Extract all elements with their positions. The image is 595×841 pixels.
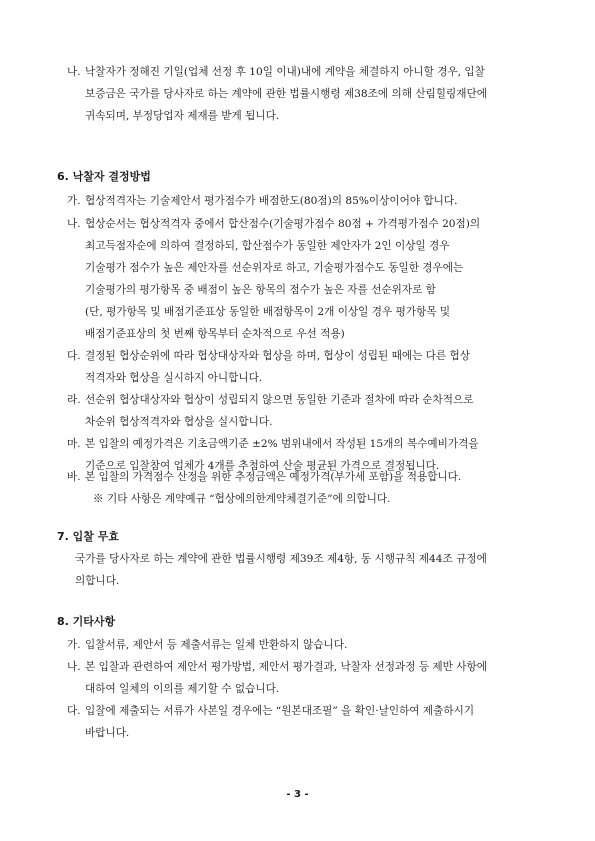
item-line: 적격자와 협상을 실시하지 아니합니다. [85, 372, 263, 384]
item-label: 라. [67, 394, 81, 406]
item-line: 결정된 협상순위에 따라 협상대상자와 협상을 하며, 협상이 성립된 때에는 다른 협상 [85, 350, 470, 362]
section-8-item-ga [67, 634, 547, 656]
intro-line-1: 낙찰자가 정해진 기일(업체 선정 후 10일 이내)내에 계약을 체결하지 아니할 경우, 입찰 [85, 66, 485, 78]
section-6-note: ※ 기타 사항은 계약예규 “협상에의한계약체결기준”에 의합니다. [93, 493, 391, 505]
item-line: 본 입찰의 가격점수 산정을 위한 추정금액은 예정가격(부가세 포함)을 적용합니다. [85, 471, 462, 483]
section-6-item-ra [67, 389, 547, 433]
item-line: 대하여 일체의 이의를 제기할 수 없습니다. [85, 683, 280, 695]
item-line: 기술평가 점수가 높은 제안자를 선순위자로 하고, 기술평가점수도 동일한 경우에는 [85, 262, 464, 274]
intro-line-2: 보증금은 국가를 당사자로 하는 계약에 관한 법률시행령 제38조에 의해 산림힐링재단에 [85, 88, 487, 100]
item-label: 바. [67, 471, 81, 483]
section-6-heading: 6. 낙찰자 결정방법 [57, 170, 151, 183]
section-7-heading: 7. 입찰 무효 [57, 530, 119, 543]
item-label: 나. [67, 218, 81, 230]
section-6-item-ba [67, 466, 547, 488]
section-8-item-da [67, 700, 547, 744]
section-7-line: 국가를 당사자로 하는 계약에 관한 법률시행령 제39조 제4항, 동 시행규칙 제44조 규정에 [75, 553, 487, 565]
item-line: 본 입찰과 관련하여 제안서 평가방법, 제안서 평가결과, 낙찰자 선정과정 등 제반 사항에 [85, 661, 487, 673]
item-line: 차순위 협상적격자와 협상을 실시합니다. [85, 416, 273, 428]
page-number: - 3 - [286, 789, 309, 800]
section-6-item-da [67, 345, 547, 389]
item-line: 기준으로 입찰참여 업체가 4개를 추첨하여 산술 평균된 가격으로 결정됩니다. [85, 460, 440, 472]
item-line: 본 입찰의 예정가격은 기초금액기준 ±2% 범위내에서 작성된 15개의 복수예비가격을 [85, 438, 479, 450]
section-6-item-ga [67, 190, 547, 212]
item-label: 다. [67, 350, 81, 362]
item-label: 가. [67, 195, 81, 207]
section-7-body [75, 548, 545, 592]
item-line: 최고득점자순에 의하여 결정하되, 합산점수가 동일한 제안자가 2인 이상일 경우 [85, 240, 450, 252]
section-8-heading: 8. 기타사항 [57, 615, 116, 628]
item-line: 입찰에 제출되는 서류가 사본일 경우에는 “원본대조필” 을 확인·날인하여 제출하시기 [85, 705, 475, 717]
item-line: (단, 평가항목 및 배점기준표상 동일한 배점항목이 2개 이상일 경우 평가항목 및 [85, 306, 451, 318]
intro-item [67, 61, 547, 127]
item-label: 가. [67, 639, 81, 651]
item-line: 선순위 협상대상자와 협상이 성립되지 않으면 동일한 기준과 절차에 따라 순차적으로 [85, 394, 474, 406]
item-line: 입찰서류, 제안서 등 제출서류는 일체 반환하지 않습니다. [85, 639, 348, 651]
intro-label: 나. [67, 66, 81, 78]
item-line: 바랍니다. [85, 727, 130, 739]
item-label: 마. [67, 438, 81, 450]
item-label: 나. [67, 661, 81, 673]
item-line: 배점기준표상의 첫 번째 항목부터 순차적으로 우선 적용) [85, 328, 345, 340]
section-8-item-na [67, 656, 547, 700]
item-line: 기술평가의 평가항목 중 배점이 높은 항목의 점수가 높은 자를 선순위자로 함 [85, 284, 436, 296]
section-6-item-na [67, 213, 547, 345]
intro-line-3: 귀속되며, 부정당업자 제재를 받게 됩니다. [85, 110, 280, 122]
item-label: 다. [67, 705, 81, 717]
item-line: 협상적격자는 기술제안서 평가점수가 배점한도(80점)의 85%이상이어야 합니다. [85, 195, 458, 207]
section-7-line: 의합니다. [75, 575, 120, 587]
item-line: 협상순서는 협상적격자 중에서 합산점수(기술평가점수 80점 + 가격평가점수 20점)의 [85, 218, 481, 230]
